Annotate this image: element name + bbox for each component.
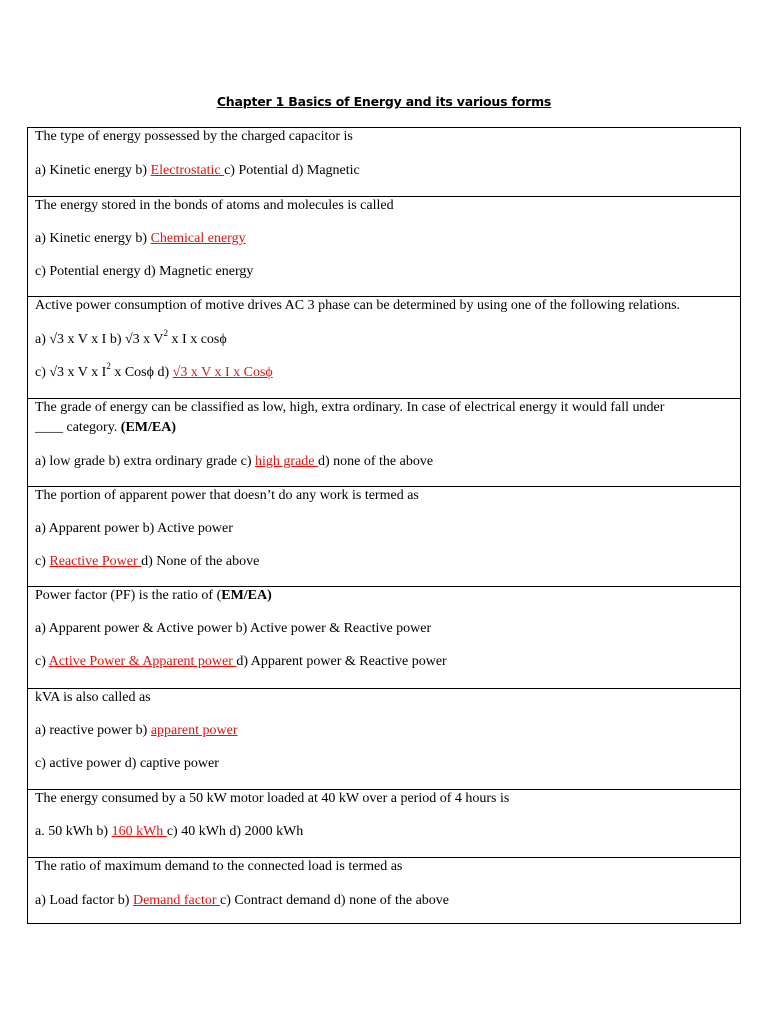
- question-row: [28, 399, 740, 487]
- question-text: The type of energy possessed by the charged capacitor is: [35, 129, 353, 144]
- correct-answer: apparent power: [150, 723, 238, 738]
- question-text-continued: ____ category. (EM/EA): [35, 420, 177, 435]
- question-text: The grade of energy can be classified as low, high, extra ordinary. In case of electrical energy it would fall under: [35, 400, 665, 415]
- correct-answer: high grade: [255, 454, 318, 469]
- question-text: The portion of apparent power that doesn’t do any work is termed as: [35, 488, 419, 503]
- options-line: a) √3 x V x I b) √3 x $V^2$ x I x cosϕ: [35, 328, 227, 347]
- question-text: kVA is also called as: [35, 690, 151, 705]
- question-text: The energy stored in the bonds of atoms and molecules is called: [35, 198, 394, 213]
- options-line: a) low grade b) extra ordinary grade c) high grade d) none of the above: [35, 454, 434, 469]
- correct-answer: Reactive Power: [49, 554, 142, 569]
- correct-answer: Active Power & Apparent power: [48, 654, 237, 669]
- options-line: a) reactive power b) apparent power: [35, 723, 238, 738]
- question-text: The energy consumed by a 50 kW motor loaded at 40 kW over a period of 4 hours is: [35, 791, 510, 806]
- question-text: Power factor (PF) is the ratio of (EM/EA): [35, 588, 272, 603]
- options-line: c) Reactive Power d) None of the above: [35, 554, 260, 569]
- correct-answer: Chemical energy: [150, 231, 246, 246]
- question-table: [27, 127, 741, 924]
- options-line: c) Active Power & Apparent power d) Apparent power & Reactive power: [35, 654, 447, 669]
- options-line: a. 50 kWh b) 160 kWh c) 40 kWh d) 2000 kWh: [35, 824, 304, 839]
- options-line: a) Apparent power & Active power b) Active power & Reactive power: [35, 621, 432, 636]
- question-row: [28, 790, 740, 858]
- options-line: a) Kinetic energy b) Chemical energy: [35, 231, 246, 246]
- options-line: c) √3 x V x $I^2$ x Cosϕ d) √3 x V x I x Cosϕ: [35, 361, 273, 380]
- question-row: [28, 858, 740, 923]
- question-row: [28, 487, 740, 587]
- correct-answer: 160 kWh: [111, 824, 167, 839]
- page-title: Chapter 1 Basics of Energy and its various forms: [216, 94, 552, 109]
- question-row: [28, 689, 740, 790]
- question-text: The ratio of maximum demand to the connected load is termed as: [35, 859, 403, 874]
- correct-answer: Electrostatic: [150, 163, 225, 178]
- correct-answer: √3 x V x I x Cosϕ: [172, 365, 273, 380]
- question-text: Active power consumption of motive drives AC 3 phase can be determined by using one of the following relations.: [35, 298, 681, 313]
- options-line: a) Kinetic energy b) Electrostatic c) Potential d) Magnetic: [35, 163, 360, 178]
- options-line: a) Apparent power b) Active power: [35, 521, 233, 536]
- question-row: [28, 297, 740, 399]
- options-line: c) active power d) captive power: [35, 756, 219, 771]
- correct-answer: Demand factor: [132, 893, 221, 908]
- question-row: [28, 197, 740, 297]
- options-line: a) Load factor b) Demand factor c) Contract demand d) none of the above: [35, 893, 450, 908]
- question-row: [28, 128, 740, 197]
- options-line: c) Potential energy d) Magnetic energy: [35, 264, 254, 279]
- question-row: [28, 587, 740, 689]
